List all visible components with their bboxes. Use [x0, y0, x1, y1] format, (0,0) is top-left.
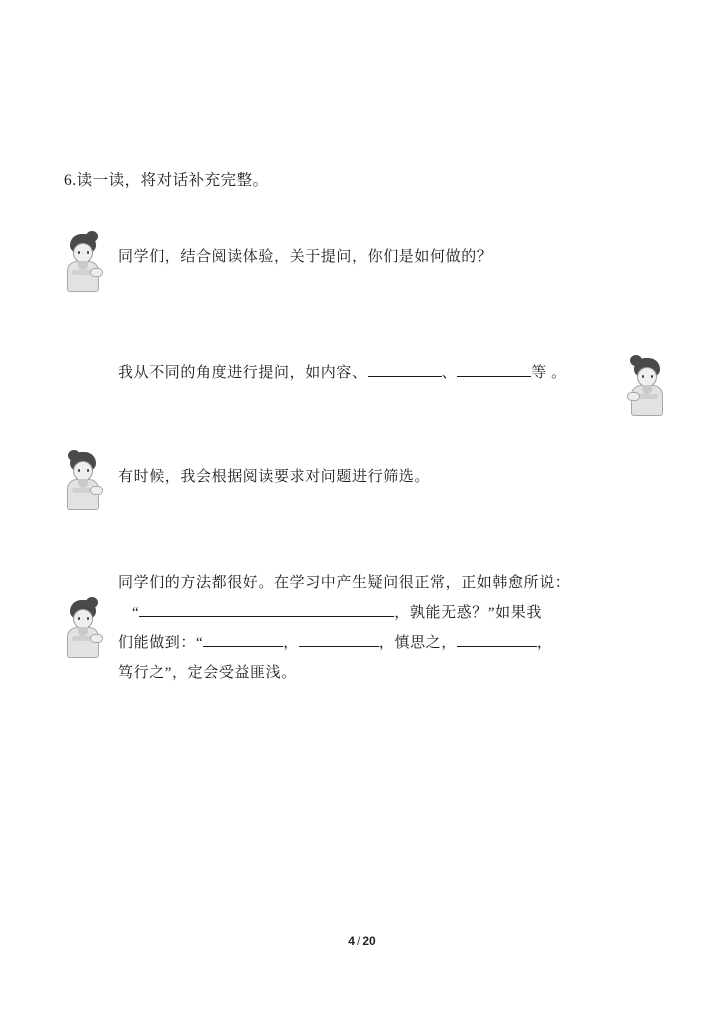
dialog-text-mid1: ，	[283, 635, 299, 651]
avatar-hair-bun	[630, 355, 642, 366]
dialog-text: 笃行之”，定会受益匪浅。	[118, 665, 297, 681]
dialog-text-quote-open: “	[132, 605, 140, 621]
conclusion-line-1	[118, 568, 678, 598]
dialog-text: 同学们的方法都很好。在学习中产生疑问很正常，正如韩愈所说：	[118, 575, 571, 591]
fill-in-blank[interactable]	[139, 601, 394, 617]
teacher-avatar-bottom	[62, 600, 104, 658]
avatar-hair-bun	[68, 450, 80, 461]
page-separator: /	[356, 934, 361, 948]
page-title: 6.读一读，将对话补充完整。	[64, 172, 269, 189]
conclusion-line-2	[118, 598, 678, 628]
conclusion-line-3	[118, 628, 678, 658]
avatar-face	[637, 367, 657, 387]
dialog-teacher-question	[118, 242, 678, 272]
dialog-text-post: 等 。	[531, 365, 567, 381]
avatar-eye-right	[651, 375, 653, 378]
student-girl-avatar	[626, 358, 668, 416]
avatar-eye-left	[78, 469, 80, 472]
fill-in-blank[interactable]	[457, 631, 537, 647]
fill-in-blank[interactable]	[203, 631, 283, 647]
dialog-teacher-conclusion	[118, 568, 678, 688]
avatar-face	[73, 243, 93, 263]
total-page-number: 20	[362, 934, 376, 948]
avatar-eye-right	[87, 469, 89, 472]
avatar-hair-bun	[86, 597, 98, 608]
avatar-eye-left	[78, 251, 80, 254]
teacher-avatar	[62, 234, 104, 292]
dialog-student-answer-a	[118, 358, 678, 388]
avatar-hair-bun	[86, 231, 98, 242]
avatar-arm	[90, 268, 103, 277]
avatar-face	[73, 461, 93, 481]
fill-in-blank[interactable]	[299, 631, 379, 647]
dialog-text-mid: 、	[441, 365, 458, 381]
dialog-text-pre: 我从不同的角度进行提问，如内容、	[118, 365, 368, 381]
avatar-eye-left	[78, 617, 80, 620]
avatar-face	[73, 609, 93, 629]
fill-in-blank[interactable]	[368, 361, 442, 377]
dialog-text-pre: 们能做到：“	[118, 635, 204, 651]
student-boy-avatar	[62, 452, 104, 510]
dialog-text-post: ，	[536, 635, 553, 651]
dialog-student-answer-b	[118, 462, 678, 492]
dialog-text-post: ，孰能无惑？”如果我	[394, 605, 542, 621]
avatar-arm	[90, 634, 103, 643]
conclusion-line-4	[118, 658, 678, 688]
avatar-eye-right	[87, 251, 89, 254]
avatar-eye-right	[87, 617, 89, 620]
avatar-arm	[90, 486, 103, 495]
dialog-text: 同学们，结合阅读体验，关于提问，你们是如何做的？	[118, 249, 493, 265]
page-footer	[0, 934, 724, 948]
fill-in-blank[interactable]	[457, 361, 531, 377]
current-page-number: 4	[348, 934, 355, 948]
avatar-eye-left	[642, 375, 644, 378]
avatar-arm	[627, 392, 640, 401]
dialog-text-mid2: ，慎思之，	[378, 635, 457, 651]
dialog-text: 有时候，我会根据阅读要求对问题进行筛选。	[118, 469, 431, 485]
